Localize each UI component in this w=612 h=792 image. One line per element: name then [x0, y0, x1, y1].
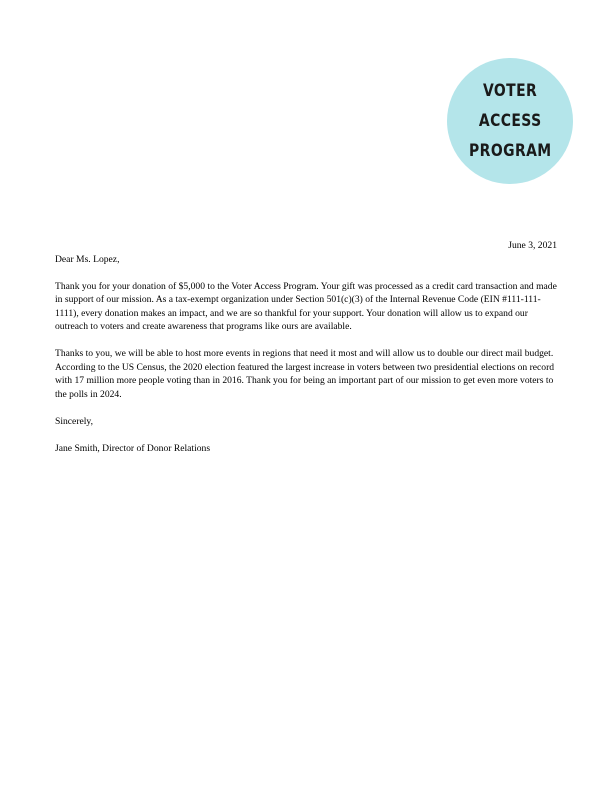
logo-line-access: ACCESS	[478, 111, 542, 131]
letter-date: June 3, 2021	[508, 240, 557, 251]
voter-access-program-logo	[447, 58, 573, 184]
letter-paragraph-2: Thanks to you, we will be able to host more events in regions that need it most and will allow us to double our direct mail budget. According to the US Census, the 2020 election featured the largest increase in voters between two presidential elections on record with 17 million more people voting than in 2016. Thank you for being an important part of our mission to get even more voters to the polls in 2024.	[55, 348, 555, 400]
letter-signature: Jane Smith, Director of Donor Relations	[55, 442, 211, 454]
letter-closing: Sincerely,	[55, 415, 94, 427]
letter-salutation: Dear Ms. Lopez,	[55, 253, 120, 265]
logo-line-voter: VOTER	[482, 81, 538, 101]
logo-line-program: PROGRAM	[468, 141, 552, 161]
letter-body	[55, 239, 557, 469]
letter-paragraph-1: Thank you for your donation of $5,000 to the Voter Access Program. Your gift was processed as a credit card transaction and made in support of our mission. As a tax-exempt organization under Section 501(c)(3) of the Internal Revenue Code (EIN #111-111-1111), every donation makes an impact, and we are so thankful for your support. Your donation will allow us to expand our outreach to voters and create awareness that programs like ours are available.	[55, 280, 557, 332]
